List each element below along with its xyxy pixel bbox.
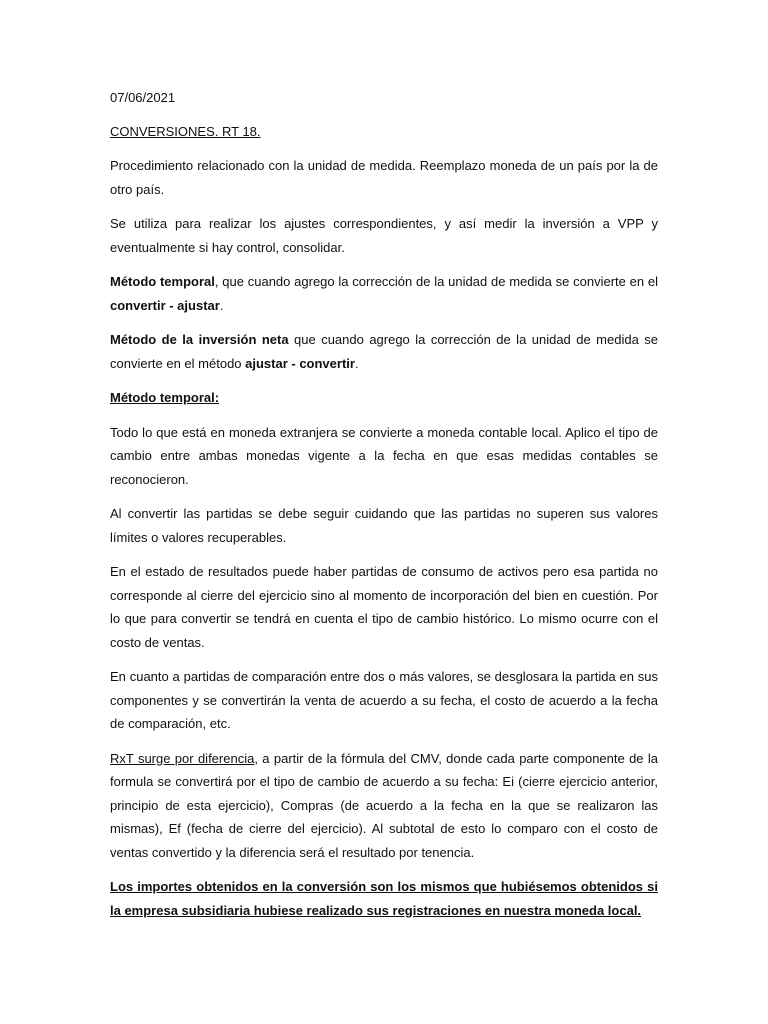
- document-title: CONVERSIONES. RT 18.: [110, 123, 261, 139]
- paragraph-comparison-items: En cuanto a partidas de comparación entre dos o más valores, se desglosara la partida en sus componentes y se convertirán la venta de acuerdo a su fecha, el costo de acuerdo a la fecha de comparación, etc.: [110, 669, 658, 731]
- term-convert-adjust: convertir - ajustar: [110, 297, 220, 313]
- temporal-method-text: , que cuando agrego la corrección de la unidad de medida se convierte en el: [214, 274, 658, 289]
- term-adjust-convert: ajustar - convertir: [245, 355, 355, 371]
- net-investment-text: que cuando agrego la corrección de la unidad de medida se convierte en el método: [110, 332, 658, 371]
- paragraph-temporal-method: [110, 270, 658, 317]
- section-heading-temporal: Método temporal:: [110, 390, 220, 405]
- paragraph-net-investment-method: [110, 328, 658, 375]
- term-temporal-method: Método temporal: [110, 274, 215, 289]
- rxt-text: , a partir de la fórmula del CMV, donde cada parte componente de la formula se convertirá por el tipo de cambio de acuerdo a su fecha: Ei (cierre ejercicio anterior, principio de esta ejercicio), Compras (de acuerdo a la fecha en la que se realizaron las mismas), Ef (fecha de cierre del ejercicio). Al subtotal de esto lo comparo con el costo de ventas convertido y la diferencia será el resultado por tenencia.: [110, 750, 658, 860]
- term-rxt: RxT surge por diferencia: [110, 750, 255, 766]
- document-page: [110, 86, 658, 933]
- paragraph-foreign-currency: Todo lo que está en moneda extranjera se convierte a moneda contable local. Aplico el tipo de cambio entre ambas monedas vigente a la fecha en que esas medidas contables se reconocieron.: [110, 424, 658, 487]
- paragraph-definition: Procedimiento relacionado con la unidad de medida. Reemplazo moneda de un país por la de otro país.: [110, 158, 658, 197]
- paragraph-rxt: [110, 747, 658, 865]
- paragraph-usage: Se utiliza para realizar los ajustes correspondientes, y así medir la inversión a VPP y eventualmente si hay control, consolidar.: [110, 216, 658, 255]
- temporal-method-tail: .: [219, 297, 224, 313]
- net-investment-tail: .: [354, 355, 359, 371]
- document-date: 07/06/2021: [110, 90, 176, 105]
- paragraph-recoverable-values: Al convertir las partidas se debe seguir cuidando que las partidas no superen sus valores límites o valores recuperables.: [110, 506, 658, 545]
- paragraph-conclusion: Los importes obtenidos en la conversión son los mismos que hubiésemos obtenidos si la empresa subsidiaria hubiese realizado sus registraciones en nuestra moneda local.: [110, 879, 658, 918]
- paragraph-income-statement: En el estado de resultados puede haber partidas de consumo de activos pero esa partida no corresponde al cierre del ejercicio sino al momento de incorporación del bien en cuestión. Por lo que para convertir se tendrá en cuenta el tipo de cambio histórico. Lo mismo ocurre con el costo de ventas.: [110, 564, 658, 650]
- term-net-investment-method: Método de la inversión neta: [110, 332, 289, 347]
